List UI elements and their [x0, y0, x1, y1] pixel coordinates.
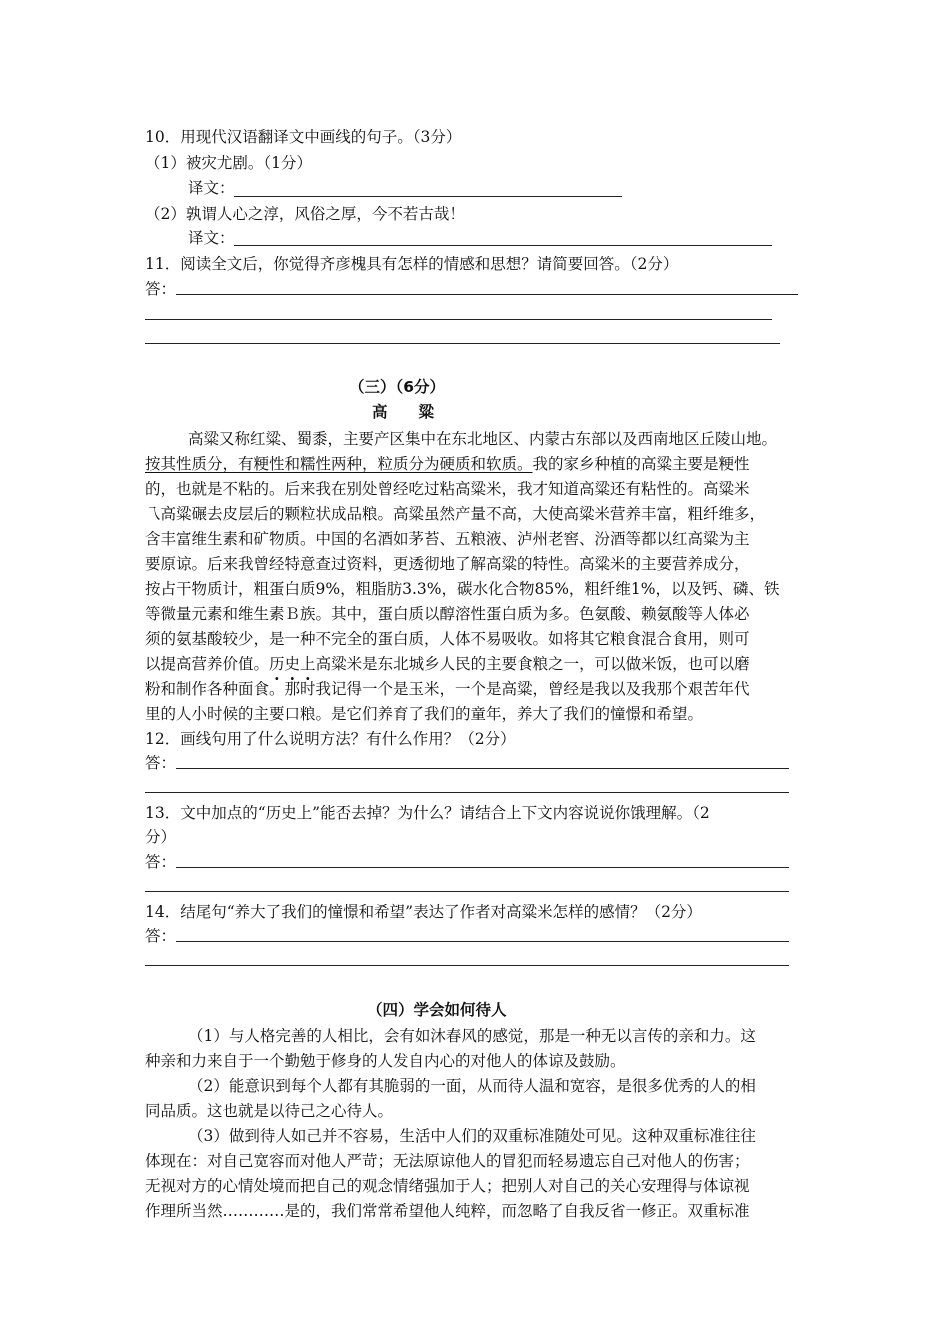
question-13: 13．文中加点的“历史上”能否去掉？为什么？请结合上下文内容说说你饿理解。（2: [145, 804, 710, 822]
emphasis-dot-char: 上: [300, 655, 316, 673]
underlined-sentence: 按其性质分，有粳性和糯性两种，粒质分为硬质和软质。: [145, 455, 533, 473]
answer-line: [176, 294, 798, 295]
answer-line: [176, 768, 789, 769]
question-14: 14．结尾句“养大了我们的憧憬和希望”表达了作者对高粱米怎样的感情？（2分）: [145, 903, 702, 921]
paragraph-line: 要原谅。后来我曾经特意查过资料，更透彻地了解高粱的特性。高粱米的主要营养成分，: [145, 555, 750, 573]
paragraph-line: 体现在：对自己宽容而对他人严苛；无法原谅他人的冒犯而轻易遗忘自己对他人的伤害；: [145, 1152, 750, 1170]
paragraph-line: 含丰富维生素和矿物质。中国的名酒如茅苔、五粮液、泸州老窖、汾酒等都以红高粱为主: [145, 530, 750, 548]
paragraph-line: 以提高营养价值。历史上高粱米是东北城乡人民的主要食粮之一，可以做米饭，也可以磨: [145, 655, 750, 673]
answer-line: [145, 343, 780, 344]
paragraph-line: 无视对方的心情处境而把自己的观念情绪强加于人；把别人对自己的关心安理得与体谅视: [145, 1177, 750, 1195]
answer-line: [145, 891, 789, 892]
question-11: 11．阅读全文后，你觉得齐彦槐具有怎样的情感和思想？请简要回答。（2分）: [145, 255, 679, 273]
section-4-heading: （四）学会如何待人: [367, 1001, 507, 1019]
question-10-1: （1）被灾尤剧。（1分）: [145, 154, 312, 172]
question-13-cont: 分）: [145, 828, 177, 846]
translation-label-2: 译文：: [188, 229, 235, 247]
paragraph-line: （1）与人格完善的人相比，会有如沐春风的感觉，那是一种无以言传的亲和力。这: [188, 1027, 756, 1045]
paragraph-line: 作理所当然…………是的，我们常常希望他人纯粹，而忽略了自我反省一修正。双重标准: [145, 1202, 750, 1220]
paragraph-line: （2）能意识到每个人都有其脆弱的一面，从而待人温和宽容，是很多优秀的人的相: [188, 1077, 756, 1095]
paragraph-line: 按其性质分，有粳性和糯性两种，粒质分为硬质和软质。我的家乡种植的高粱主要是粳性: [145, 455, 750, 473]
answer-line: [176, 941, 789, 942]
emphasis-dot-char: 历: [269, 655, 285, 673]
paragraph-line: 须的氨基酸较少，是一种不完全的蛋白质，人体不易吸收。如将其它粮食混合食用，则可: [145, 630, 750, 648]
paragraph-line: 按占干物质计，粗蛋白质9%，粗脂肪3.3%，碳水化合物85%，粗纤维1%，以及钙、磷、铁: [145, 580, 780, 598]
paragraph-line: 种亲和力来自于一个勤勉于修身的人发自内心的对他人的体谅及鼓励。: [145, 1052, 626, 1070]
answer-line: [176, 867, 789, 868]
question-10: 10．用现代汉语翻译文中画线的句子。（3分）: [145, 128, 462, 146]
answer-line: [145, 319, 772, 320]
answer-line: [145, 965, 789, 966]
answer-label-12: 答：: [145, 754, 177, 772]
question-12: 12．画线句用了什么说明方法？有什么作用？（2分）: [145, 730, 516, 748]
answer-line: [234, 196, 622, 197]
paragraph-line: 同品质。这也就是以待己之心待人。: [145, 1102, 394, 1120]
section-3-title: 高 粱: [372, 403, 435, 421]
answer-line: [145, 792, 789, 793]
paragraph-line: 的，也就是不粘的。后来我在别处曾经吃过粘高粱米，我才知道高粱还有粘性的。高粱米: [145, 480, 750, 498]
answer-line: [234, 245, 772, 246]
emphasis-dot-char: 史: [284, 655, 301, 673]
answer-label-11: 答：: [145, 280, 177, 298]
question-10-2: （2）孰谓人心之淳，风俗之厚，今不若古哉！: [145, 205, 465, 223]
paragraph-line: 乁高粱碾去皮层后的颗粒状成品粮。高粱虽然产量不高，大使高粱米营养丰富，粗纤维多，: [145, 505, 766, 523]
answer-label-13: 答：: [145, 853, 177, 871]
paragraph-line: 等微量元素和维生素Ｂ族。其中，蛋白质以醇溶性蛋白质为多。色氨酸、赖氨酸等人体必: [145, 605, 750, 623]
paragraph-line: 高粱又称红粱、蜀黍，主要产区集中在东北地区、内蒙古东部以及西南地区丘陵山地。: [188, 430, 778, 448]
paragraph-line: 里的人小时候的主要口粮。是它们养育了我们的童年，养大了我们的憧憬和希望。: [145, 705, 704, 723]
paragraph-line: 粉和制作各种面食。那时我记得一个是玉米，一个是高粱，曾经是我以及我那个艰苦年代: [145, 680, 750, 698]
translation-label-1: 译文：: [188, 179, 235, 197]
answer-label-14: 答：: [145, 927, 177, 945]
paragraph-line: （3）做到待人如己并不容易，生活中人们的双重标准随处可见。这种双重标准往往: [188, 1127, 756, 1145]
section-3-heading: （三）（6分）: [349, 378, 446, 396]
